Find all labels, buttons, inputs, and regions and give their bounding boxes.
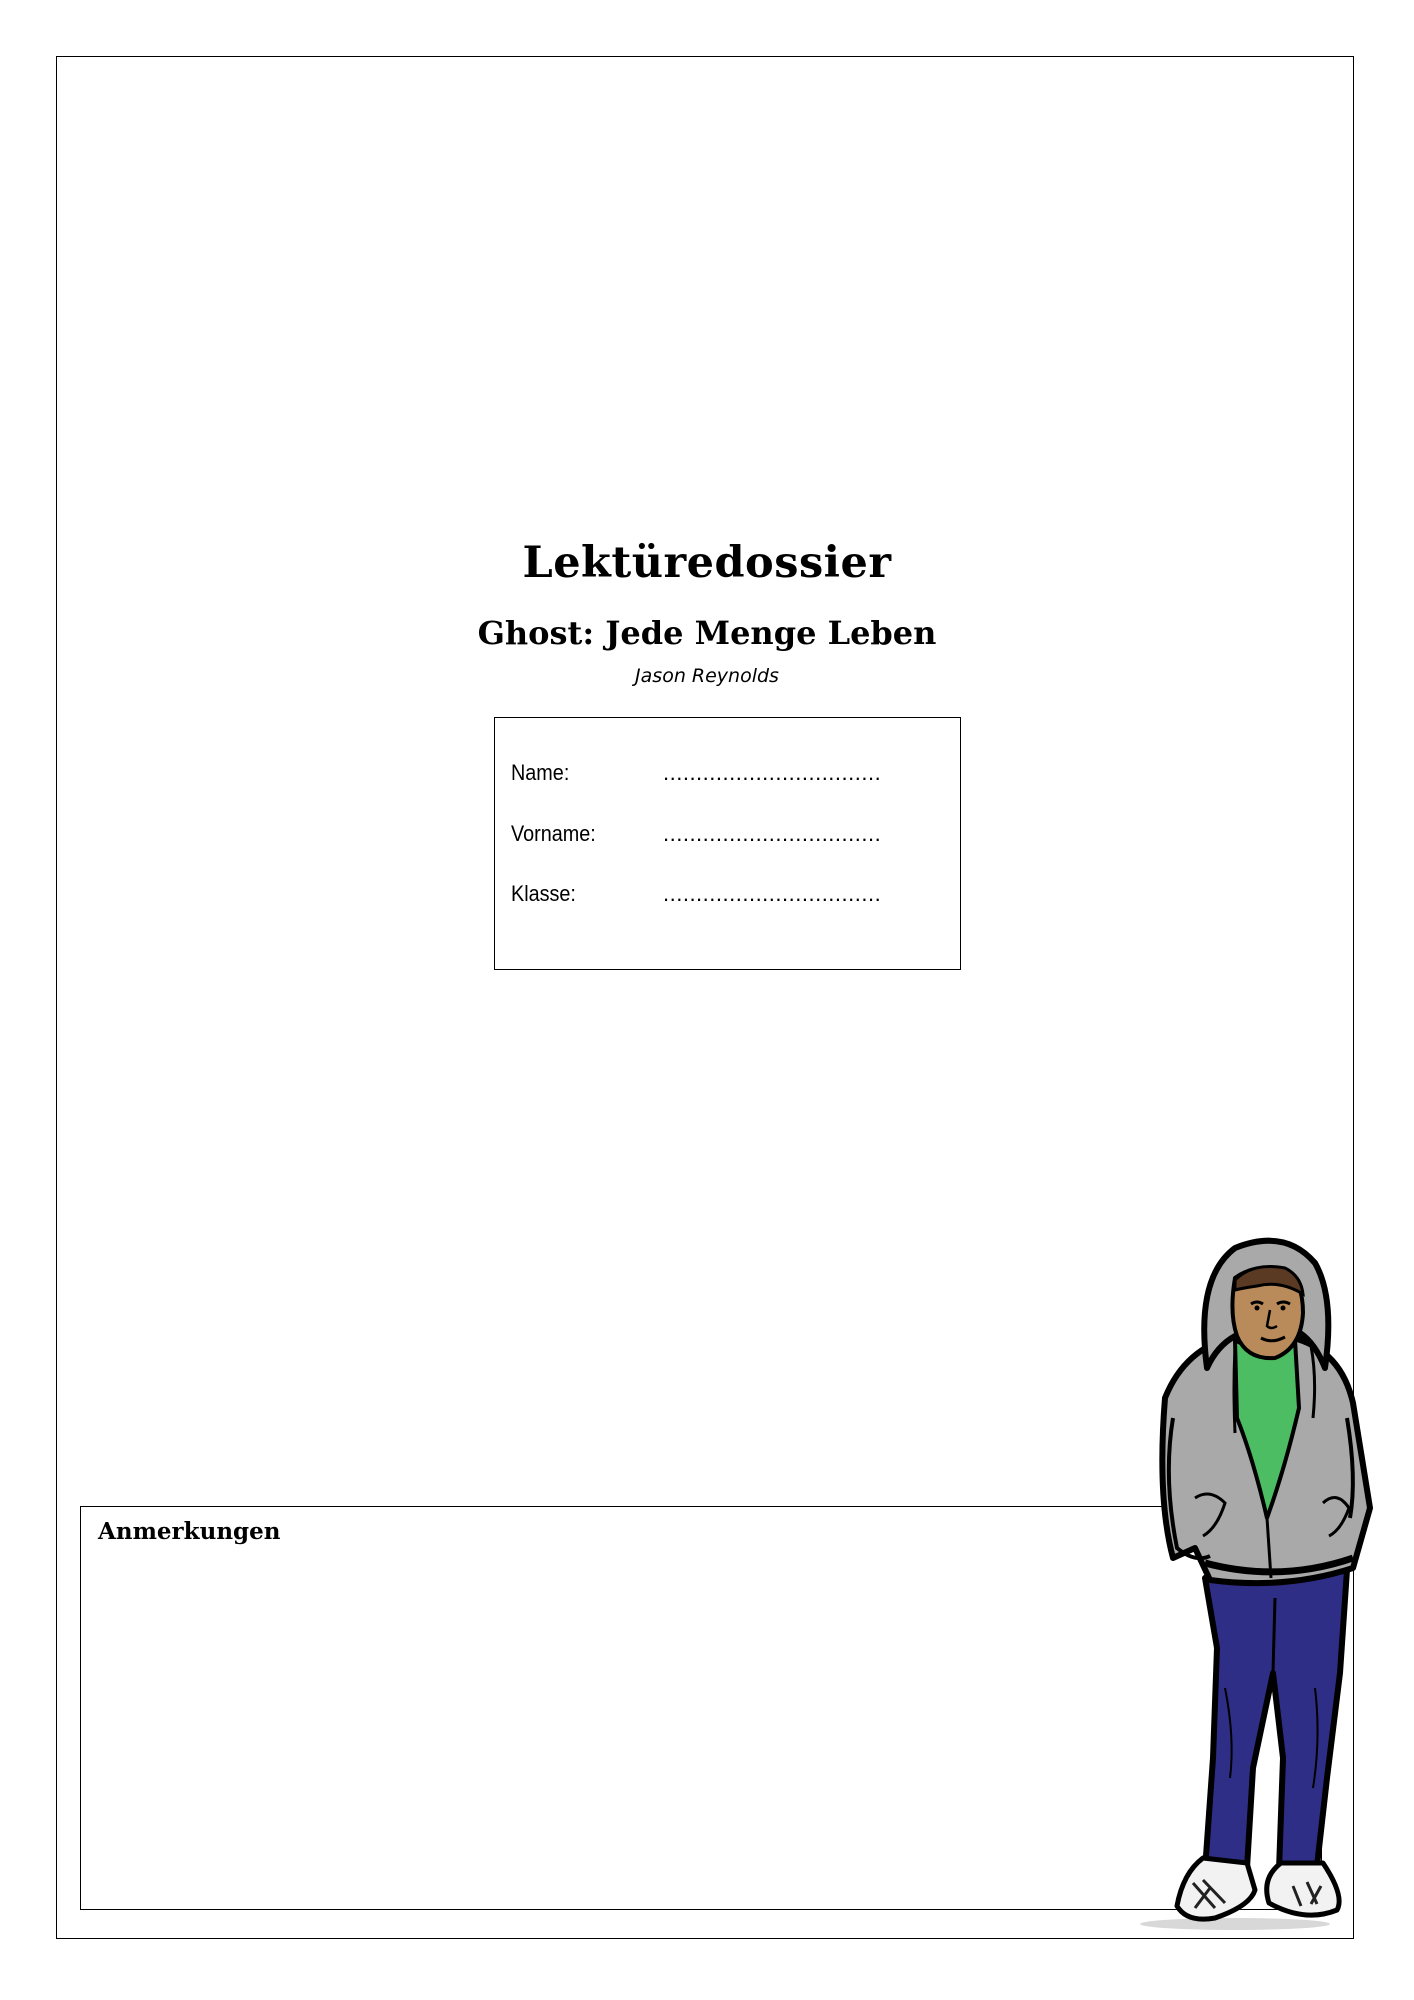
name-row [511,760,951,790]
student-info-box [494,717,961,970]
hooded-boy-illustration [1085,1218,1385,1933]
firstname-row [511,821,951,851]
author-name: Jason Reynolds [635,665,779,687]
class-field[interactable]: ................................. [663,881,882,906]
class-row [511,881,951,911]
class-label: Klasse: [511,881,576,906]
firstname-label: Vorname: [511,821,596,846]
left-shoe [1177,1858,1255,1919]
name-field[interactable]: ................................. [663,760,882,785]
shadow [1140,1918,1330,1930]
name-label: Name: [511,760,570,785]
right-shoe [1267,1863,1339,1915]
book-title: Ghost: Jede Menge Leben [477,614,937,652]
notes-title: Anmerkungen [98,1518,281,1545]
document-title: Lektüredossier [522,538,892,588]
firstname-field[interactable]: ................................. [663,821,882,846]
